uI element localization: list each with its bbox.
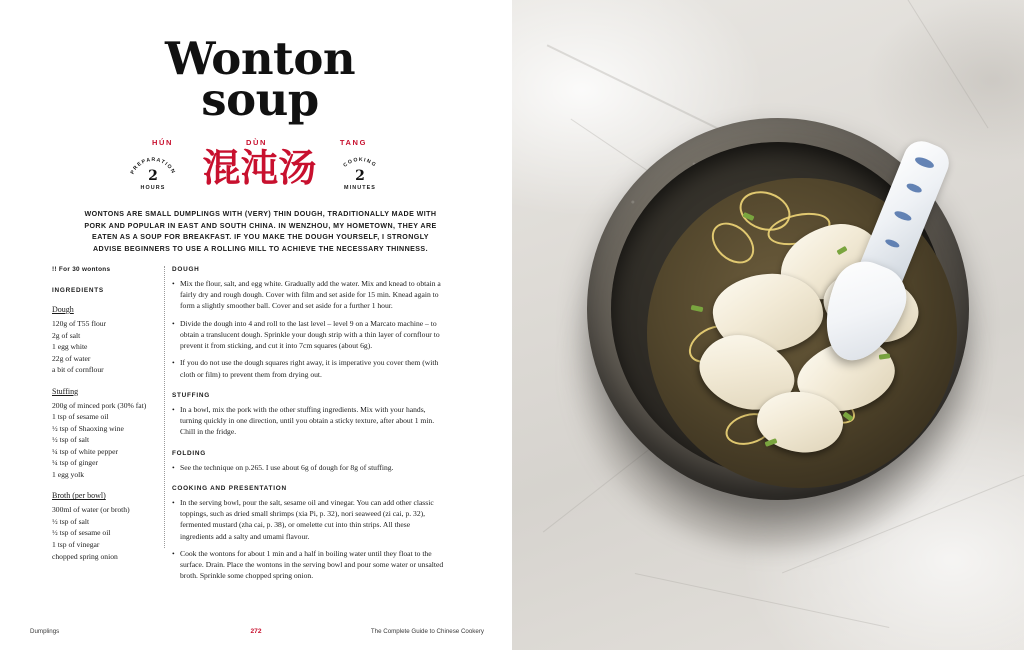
svg-text:PREPARATION: PREPARATION (129, 156, 177, 176)
list-item: ½ tsp of salt (52, 435, 90, 445)
list-item: ¼ tsp of ginger (52, 458, 98, 468)
chinese-title: 混沌汤 (202, 145, 317, 190)
ingredients-heading: INGREDIENTS (52, 287, 104, 294)
spoon-blue-pattern (914, 155, 936, 170)
section-heading-dough: DOUGH (172, 266, 200, 273)
method-step: • Mix the flour, salt, and egg white. Gradually add the water. Mix and knead to obtain a fairly dry and rough dough. Cover with film and set aside for 15 min. Knead again to form a slightly smoother ball. Cover and set aside for a further 1 hour. (172, 278, 444, 312)
recipe-title-line2: soup (201, 73, 319, 127)
page-title (80, 32, 440, 127)
ingredient-group-title: Dough (52, 305, 74, 314)
list-item: 22g of water (52, 353, 91, 363)
list-item: 300ml of water (or broth) (52, 505, 130, 515)
recipe-intro: WONTONS ARE SMALL DUMPLINGS WITH (VERY) THIN DOUGH, TRADITIONALLY MADE WITH PORK AND POPULAR IN EAST AND SOUTH CHINA. IN WENZHOU, MY HOMETOWN, THEY ARE EATEN AS A SOUP FOR BREAKFAST. IF YOU MAKE THE DOUGH YOURSELF, I STRONGLY ADVISE BEGINNERS TO USE A ROLLING MILL TO ACHIEVE THE NECESSARY THINNESS. (84, 210, 437, 254)
list-item: ½ tsp of Shaoxing wine (52, 423, 124, 433)
yield-note: !! For 30 wontons (52, 266, 111, 273)
cooking-time-badge (333, 150, 387, 204)
ingredient-group (52, 491, 160, 562)
section-heading-folding: FOLDING (172, 449, 207, 457)
marble-vein (635, 573, 890, 628)
ingredient-list (52, 400, 160, 481)
method-step: • Cook the wontons for about 1 min and a half in boiling water until they float to the surface. Drain. Place the wontons in the serving bowl and pour some water or unsalted broth. Sprinkle some chopped spring onion. (172, 548, 444, 582)
pinyin-syllable-1: HÚN (152, 138, 174, 147)
marble-vein (865, 0, 988, 129)
method-step: • In the serving bowl, pour the salt, sesame oil and vinegar. You can add other classic toppings, such as dried small shrimps (xia Pi, p. 32), nori seaweed (zi cai, p. 32), fermented mustard (zha cai, p. 38), or omelette cut into thin strips. All these ingredients add a salty and umami flavour. (172, 497, 444, 542)
spoon-blue-pattern (893, 209, 912, 222)
recipe-title-block (80, 32, 440, 127)
footer-book-title: The Complete Guide to Chinese Cookery (370, 628, 484, 635)
list-item: a bit of cornflour (52, 365, 104, 375)
method-step: • In a bowl, mix the pork with the other stuffing ingredients. Mix with your hands, turning quickly in one direction, until you obtain a sticky texture, after about 1 min. Chill in the fridge. (172, 404, 444, 438)
ingredient-list (52, 504, 160, 562)
footer-chapter: Dumplings (30, 628, 60, 635)
ingredient-group (52, 305, 160, 376)
method-step: • See the technique on p.265. I use about 6g of dough for 8g of stuffing. (172, 462, 444, 473)
pinyin-syllable-2: DÙN (245, 138, 268, 147)
column-divider (164, 266, 165, 548)
ingredient-group-title: Stuffing (52, 386, 79, 396)
ingredient-group (52, 387, 160, 481)
list-item: 1 egg white (52, 342, 88, 352)
ingredient-group-title: Broth (per bowl) (52, 491, 106, 501)
preparation-time-unit: HOURS (140, 185, 166, 191)
recipe-photo-page (512, 0, 1024, 650)
list-item: 200g of minced pork (30% fat) (52, 400, 147, 410)
cooking-time-value: 2 (355, 168, 365, 184)
svg-text:COOKING: COOKING (342, 156, 378, 169)
list-item: 2g of salt (52, 330, 81, 340)
section-heading-stuffing: STUFFING (172, 391, 210, 399)
list-item: ½ tsp of salt (52, 516, 90, 526)
recipe-title-line1: Wonton (164, 32, 356, 85)
section-heading-cooking: COOKING AND PRESENTATION (172, 484, 287, 492)
ingredient-list (52, 318, 160, 376)
pinyin-syllable-3: TANG (339, 138, 367, 147)
page-number: 272 (250, 628, 262, 635)
preparation-time-value: 2 (148, 168, 158, 184)
method-step: • If you do not use the dough squares right away, it is imperative you cover them (with cloth or film) to prevent them from drying out. (172, 357, 444, 379)
method-step: • Divide the dough into 4 and roll to the last level – level 9 on a Marcato machine – to obtain a translucent dough. Sprinkle your dough strip with a thin layer of cornflour to prevent it from sticking, and cut it into 7cm squares (about 6g). (172, 318, 444, 352)
spring-onion-piece (691, 305, 704, 312)
preparation-time-badge (126, 150, 180, 204)
list-item: 1 egg yolk (52, 469, 85, 479)
list-item: chopped spring onion (52, 551, 118, 561)
spoon-blue-pattern (884, 238, 900, 249)
list-item: ½ tsp of sesame oil (52, 528, 111, 538)
method-column (172, 266, 444, 587)
list-item: 1 tsp of sesame oil (52, 412, 109, 422)
list-item: 120g of T55 flour (52, 319, 107, 328)
spoon-blue-pattern (905, 182, 922, 194)
ingredients-column (52, 266, 160, 562)
list-item: ¼ tsp of white pepper (52, 446, 119, 456)
list-item: 1 tsp of vinegar (52, 539, 100, 549)
cooking-time-unit: MINUTES (344, 185, 376, 191)
